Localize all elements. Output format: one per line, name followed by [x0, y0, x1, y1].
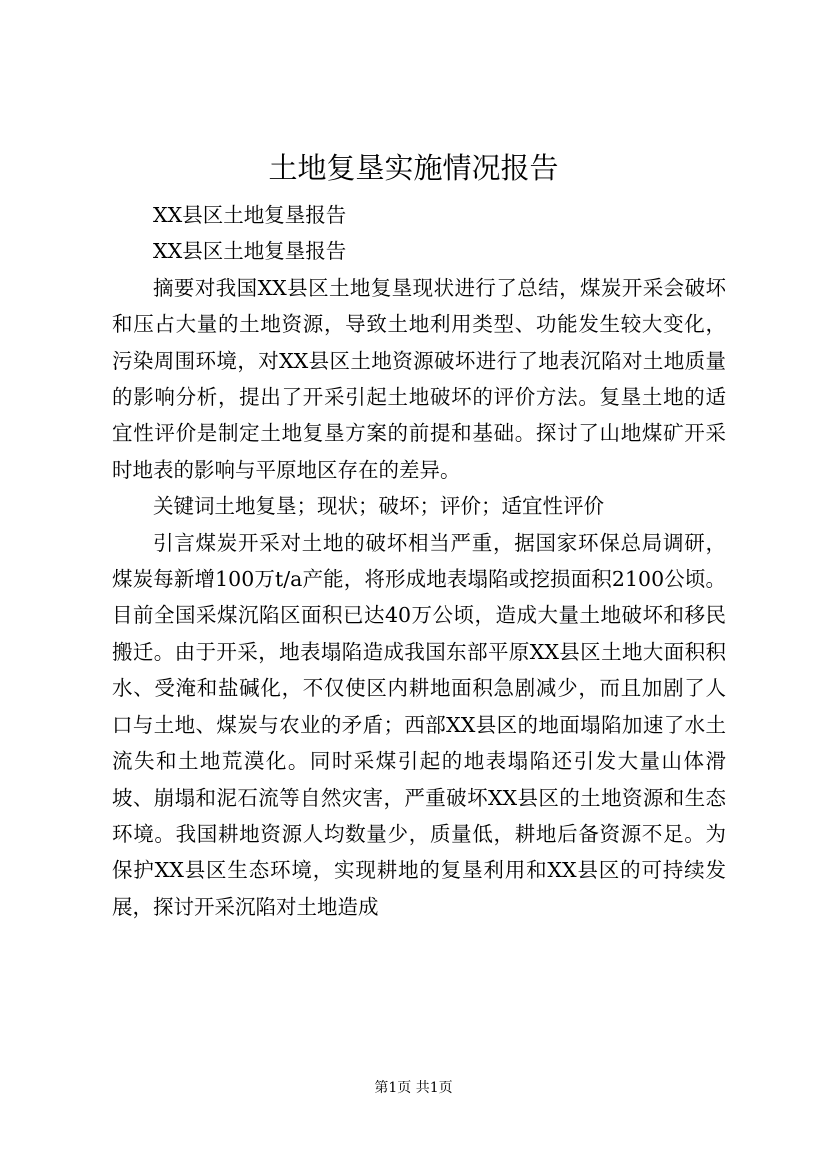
paragraph-abstract: 摘要对我国XX县区土地复垦现状进行了总结，煤炭开采会破坏和压占大量的土地资源，导致土地利用类型、功能发生较大变化，污染周围环境，对XX县区土地资源破坏进行了地表沉陷对土地质量的影响分析，提出了开采引起土地破坏的评价方法。复垦土地的适宜性评价是制定土地复垦方案的前提和基础。探讨了山地煤矿开采时地表的影响与平原地区存在的差异。 — [112, 275, 726, 482]
paragraph-subtitle-1: XX县区土地复垦报告 — [153, 203, 347, 227]
page-footer: 第1页 共1页 — [374, 1080, 453, 1096]
paragraph-subtitle-2: XX县区土地复垦报告 — [153, 239, 347, 264]
paragraph-keywords: 关键词土地复垦；现状；破坏；评价；适宜性评价 — [153, 494, 604, 519]
paragraph-introduction: 引言煤炭开采对土地的破坏相当严重，据国家环保总局调研，煤炭每新增100万t/a产能，将形成地表塌陷或挖损面积2100公顷。目前全国采煤沉陷区面积已达40万公顷，造成大量土地破坏和移民搬迁。由于开采，地表塌陷造成我国东部平原XX县区土地大面积积水、受淹和盐碱化，不仅使区内耕地面积急剧减少，而且加剧了人口与土地、煤炭与农业的矛盾；西部XX县区的地面塌陷加速了水土流失和土地荒漠化。同时采煤引起的地表塌陷还引发大量山体滑坡、崩塌和泥石流等自然灾害，严重破坏XX县区的土地资源和生态环境。我国耕地资源人均数量少，质量低，耕地后备资源不足。为保护XX县区生态环境，实现耕地的复垦利用和XX县区的可持续发展，探讨开采沉陷对土地造成 — [112, 530, 726, 919]
document-title: 土地复垦实施情况报告 — [268, 151, 559, 185]
document-body — [112, 197, 726, 925]
